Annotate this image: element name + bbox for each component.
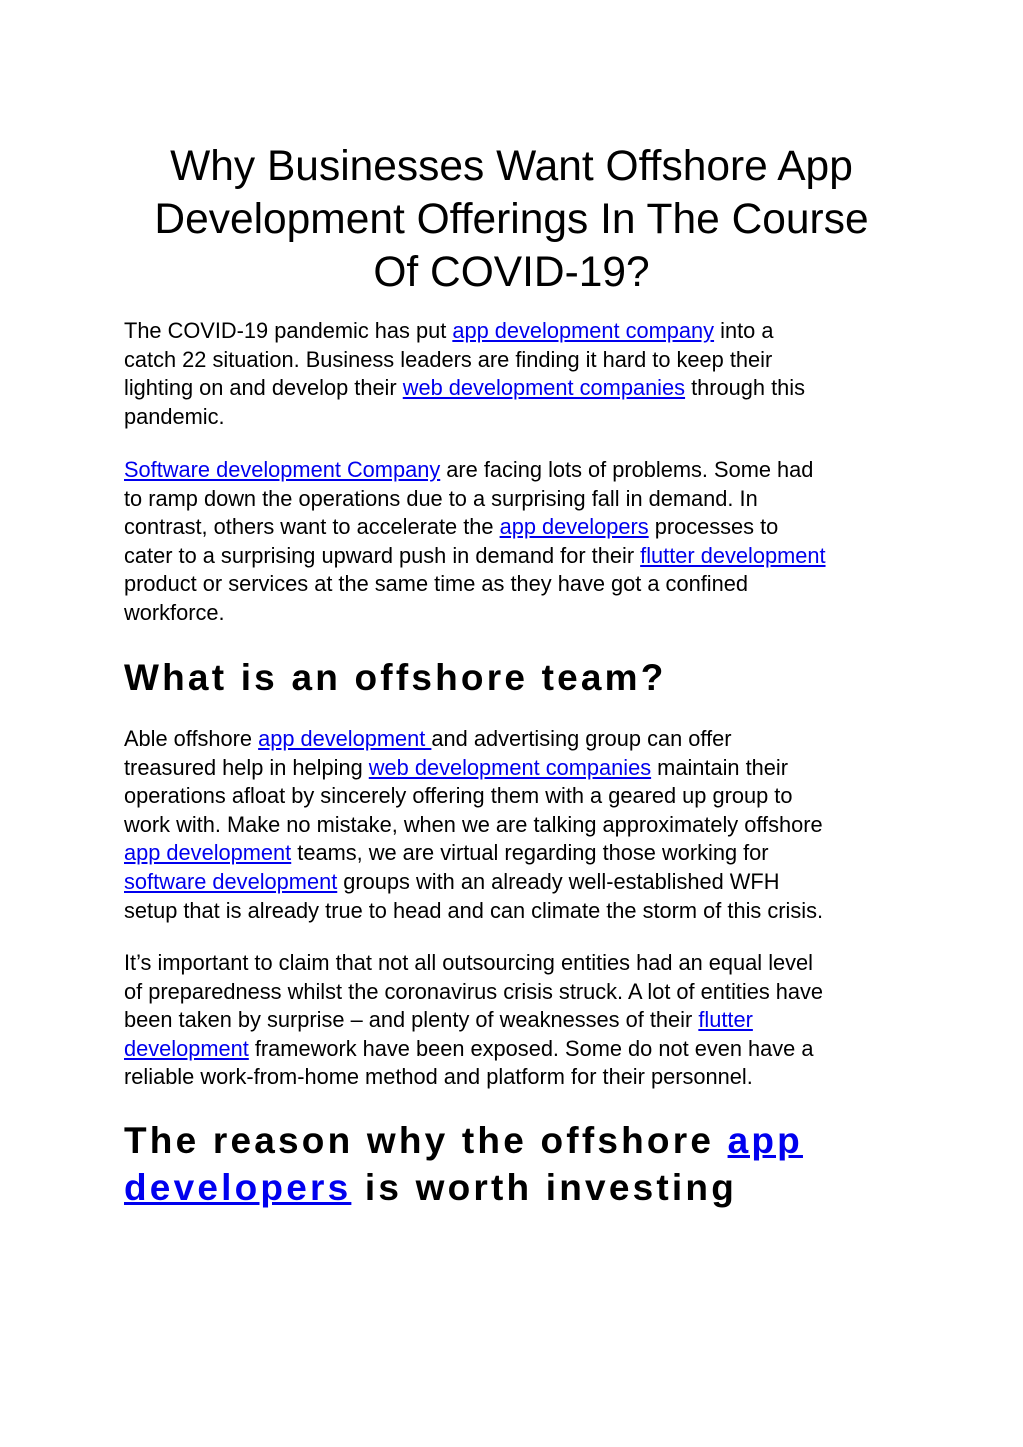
text-line: work with. Make no mistake, when we are talking approximately offshore <box>124 811 823 837</box>
text-line: setup that is already true to head and can climate the storm of this crisis. <box>124 897 824 923</box>
text-span: treasured help in helping <box>124 754 369 780</box>
title-line: Why Businesses Want Offshore App <box>170 143 853 190</box>
text-span: and advertising group can offer <box>431 726 732 751</box>
text-span: processes to <box>648 514 779 540</box>
text-line: reliable work-from-home method and platform for their personnel. <box>124 1064 753 1090</box>
web-development-companies-link[interactable]: web development companies <box>402 375 686 401</box>
problems-paragraph <box>124 456 826 628</box>
text-line: to ramp down the operations due to a surprising fall in demand. In <box>124 485 758 511</box>
offshore-team-heading: What is an offshore team? <box>124 657 667 698</box>
text-span: maintain their <box>651 754 789 780</box>
app-developers-heading-link[interactable]: app <box>727 1120 803 1161</box>
text-span: cater to a surprising upward push in demand for their <box>124 542 641 568</box>
text-span: The reason why the offshore <box>124 1120 728 1161</box>
text-span: into a <box>714 318 774 343</box>
software-development-company-link[interactable]: Software development Company <box>124 457 441 482</box>
text-span: is worth investing <box>351 1167 737 1208</box>
app-development-company-link[interactable]: app development company <box>452 318 715 343</box>
text-span: groups with an already well-established WFH <box>337 868 780 894</box>
text-span: Able offshore <box>124 726 259 751</box>
app-developers-link[interactable]: app developers <box>499 514 649 540</box>
text-span: been taken by surprise – and plenty of weaknesses of their <box>124 1007 699 1033</box>
text-span: contrast, others want to accelerate the <box>124 514 500 540</box>
text-span: teams, we are virtual regarding those working for <box>291 840 769 866</box>
text-line: It’s important to claim that not all outsourcing entities had an equal level <box>124 950 814 975</box>
app-developers-heading-link-continued[interactable]: developers <box>124 1167 352 1208</box>
text-line: catch 22 situation. Business leaders are finding it hard to keep their <box>124 346 773 372</box>
software-development-link[interactable]: software development <box>124 868 338 894</box>
reason-heading <box>124 1117 803 1211</box>
title-line: Of COVID-19? <box>373 249 650 296</box>
text-line: of preparedness whilst the coronavirus crisis struck. A lot of entities have <box>124 978 824 1004</box>
text-span: through this <box>685 375 806 401</box>
app-development-link[interactable]: app development <box>124 840 292 866</box>
text-span: lighting on and develop their <box>124 375 403 401</box>
text-line: workforce. <box>124 599 225 625</box>
flutter-development-link-continued[interactable]: development <box>124 1035 249 1061</box>
intro-paragraph <box>124 317 805 431</box>
text-span: The COVID-19 pandemic has put <box>124 318 453 343</box>
preparedness-paragraph <box>124 949 823 1092</box>
offshore-team-paragraph <box>124 725 823 925</box>
text-span: framework have been exposed. Some do not even have a <box>248 1035 814 1061</box>
page-title <box>100 140 923 299</box>
flutter-development-link[interactable]: flutter development <box>640 542 826 568</box>
flutter-development-link[interactable]: flutter <box>698 1007 753 1033</box>
text-line: pandemic. <box>124 403 225 429</box>
text-line: operations afloat by sincerely offering them with a geared up group to <box>124 783 793 809</box>
app-development-link[interactable]: app development <box>258 726 432 751</box>
web-development-companies-link[interactable]: web development companies <box>368 754 652 780</box>
title-line: Development Offerings In The Course <box>154 196 869 243</box>
text-span: are facing lots of problems. Some had <box>440 457 814 482</box>
text-line: product or services at the same time as they have got a confined <box>124 571 748 597</box>
